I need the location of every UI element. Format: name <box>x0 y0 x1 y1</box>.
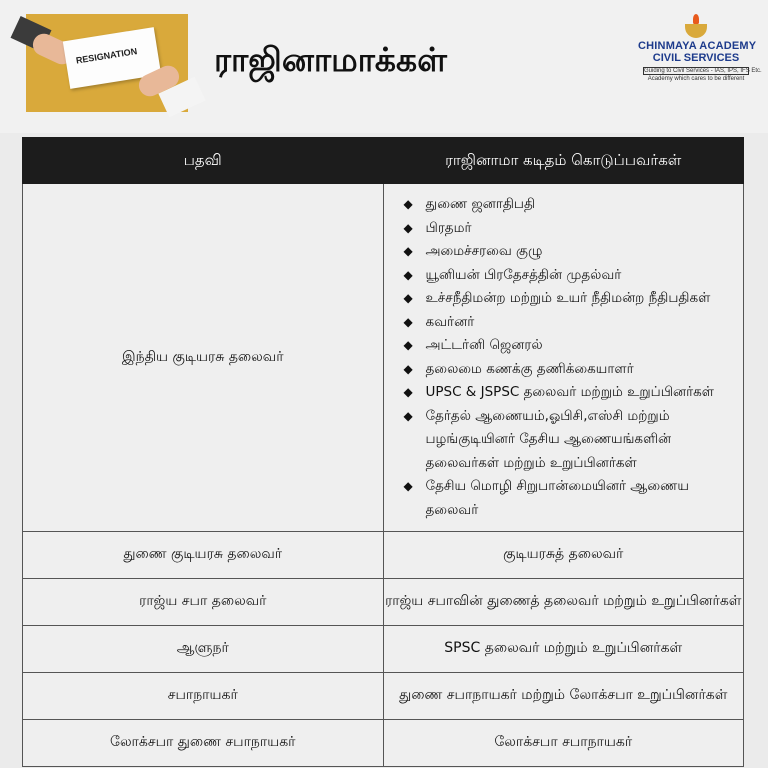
list-item <box>404 311 736 335</box>
list-item <box>404 334 736 358</box>
bullet-icon: ◆ <box>403 479 413 493</box>
position-cell: லோக்சபா துணை சபாநாயகர் <box>23 720 384 767</box>
resignation-paper-text: RESIGNATION <box>75 46 138 66</box>
bullet-icon: ◆ <box>403 338 413 352</box>
list-item <box>404 240 736 264</box>
list-item-text: துணை ஜனாதிபதி <box>425 196 536 212</box>
bullet-icon: ◆ <box>403 267 413 282</box>
logo-tagline: Guiding to Civil Services - IAS, IPS, IFS Etc. <box>644 68 762 74</box>
list-item-text: பிரதமர் <box>425 219 472 236</box>
list-item-text: உச்சநீதிமன்ற மற்றும் உயர் நீதிமன்ற நீதிபதிகள் <box>425 290 711 306</box>
list-item <box>404 358 736 382</box>
bullet-icon: ◆ <box>403 291 413 305</box>
table-row <box>23 673 744 720</box>
column-header-position: பதவி <box>23 138 384 184</box>
list-item-text: அட்டர்னி ஜெனரல் <box>425 337 543 353</box>
position-cell: துணை குடியரசு தலைவர் <box>23 532 384 579</box>
column-header-recipient: ராஜினாமா கடிதம் கொடுப்பவர்கள் <box>383 138 744 184</box>
list-item <box>404 381 736 405</box>
bullet-icon: ◆ <box>403 385 413 399</box>
table-row <box>23 720 744 767</box>
bullet-icon: ◆ <box>403 361 413 376</box>
logo-subtagline: Academy which cares to be different <box>647 76 745 82</box>
list-item <box>404 217 736 241</box>
table-header-row <box>23 138 744 184</box>
table-row <box>23 532 744 579</box>
logo-line-2: CIVIL SERVICES <box>652 52 740 64</box>
position-cell: ஆளுநர் <box>23 626 384 673</box>
bullet-icon: ◆ <box>403 314 413 329</box>
header <box>0 0 768 133</box>
resignation-table <box>22 137 744 767</box>
table-row <box>23 579 744 626</box>
list-item <box>404 287 736 311</box>
recipient-cell: லோக்சபா சபாநாயகர் <box>383 720 744 767</box>
recipient-cell: SPSC தலைவர் மற்றும் உறுப்பினர்கள் <box>383 626 744 673</box>
bullet-icon: ◆ <box>403 197 413 211</box>
position-cell: சபாநாயகர் <box>23 673 384 720</box>
position-cell: ராஜ்ய சபா தலைவர் <box>23 579 384 626</box>
bullet-icon: ◆ <box>403 408 413 423</box>
list-item <box>404 193 736 217</box>
recipient-cell: ராஜ்ய சபாவின் துணைத் தலைவர் மற்றும் உறுப்பினர்கள் <box>383 579 744 626</box>
list-item-text: தேசிய மொழி சிறுபான்மையினர் ஆணைய தலைவர் <box>425 478 689 518</box>
list-item-text: UPSC & JSPSC தலைவர் மற்றும் உறுப்பினர்கள் <box>425 384 714 400</box>
list-item-text: யூனியன் பிரதேசத்தின் முதல்வர் <box>425 266 622 283</box>
logo-line-1: CHINMAYA ACADEMY <box>638 40 757 52</box>
recipient-cell: துணை சபாநாயகர் மற்றும் லோக்சபா உறுப்பினர்கள் <box>383 673 744 720</box>
list-item-text: தலைமை கணக்கு தணிக்கையாளர் <box>425 360 634 377</box>
recipient-cell: குடியரசுத் தலைவர் <box>383 532 744 579</box>
list-item-text: அமைச்சரவை குழு <box>425 243 543 259</box>
bullet-icon: ◆ <box>403 244 413 258</box>
resignation-image <box>26 14 188 112</box>
recipient-list-cell <box>383 184 744 532</box>
table-row <box>23 626 744 673</box>
page-title: ராஜினாமாக்கள் <box>214 40 447 79</box>
list-item <box>404 264 736 288</box>
bullet-icon: ◆ <box>403 220 413 235</box>
list-item <box>404 405 736 476</box>
table-row <box>23 184 744 532</box>
recipient-list <box>404 193 736 522</box>
list-item <box>404 475 736 522</box>
academy-logo <box>638 24 762 116</box>
lamp-icon <box>685 24 707 38</box>
list-item-text: கவர்னர் <box>425 313 475 330</box>
position-cell: இந்திய குடியரசு தலைவர் <box>23 184 384 532</box>
list-item-text: தேர்தல் ஆணையம்,ஓபிசி,எஸ்சி மற்றும் பழங்குடியினர் தேசிய ஆணையங்களின் தலைவர்கள் மற்றும் உறுப்பினர்கள் <box>425 407 672 471</box>
